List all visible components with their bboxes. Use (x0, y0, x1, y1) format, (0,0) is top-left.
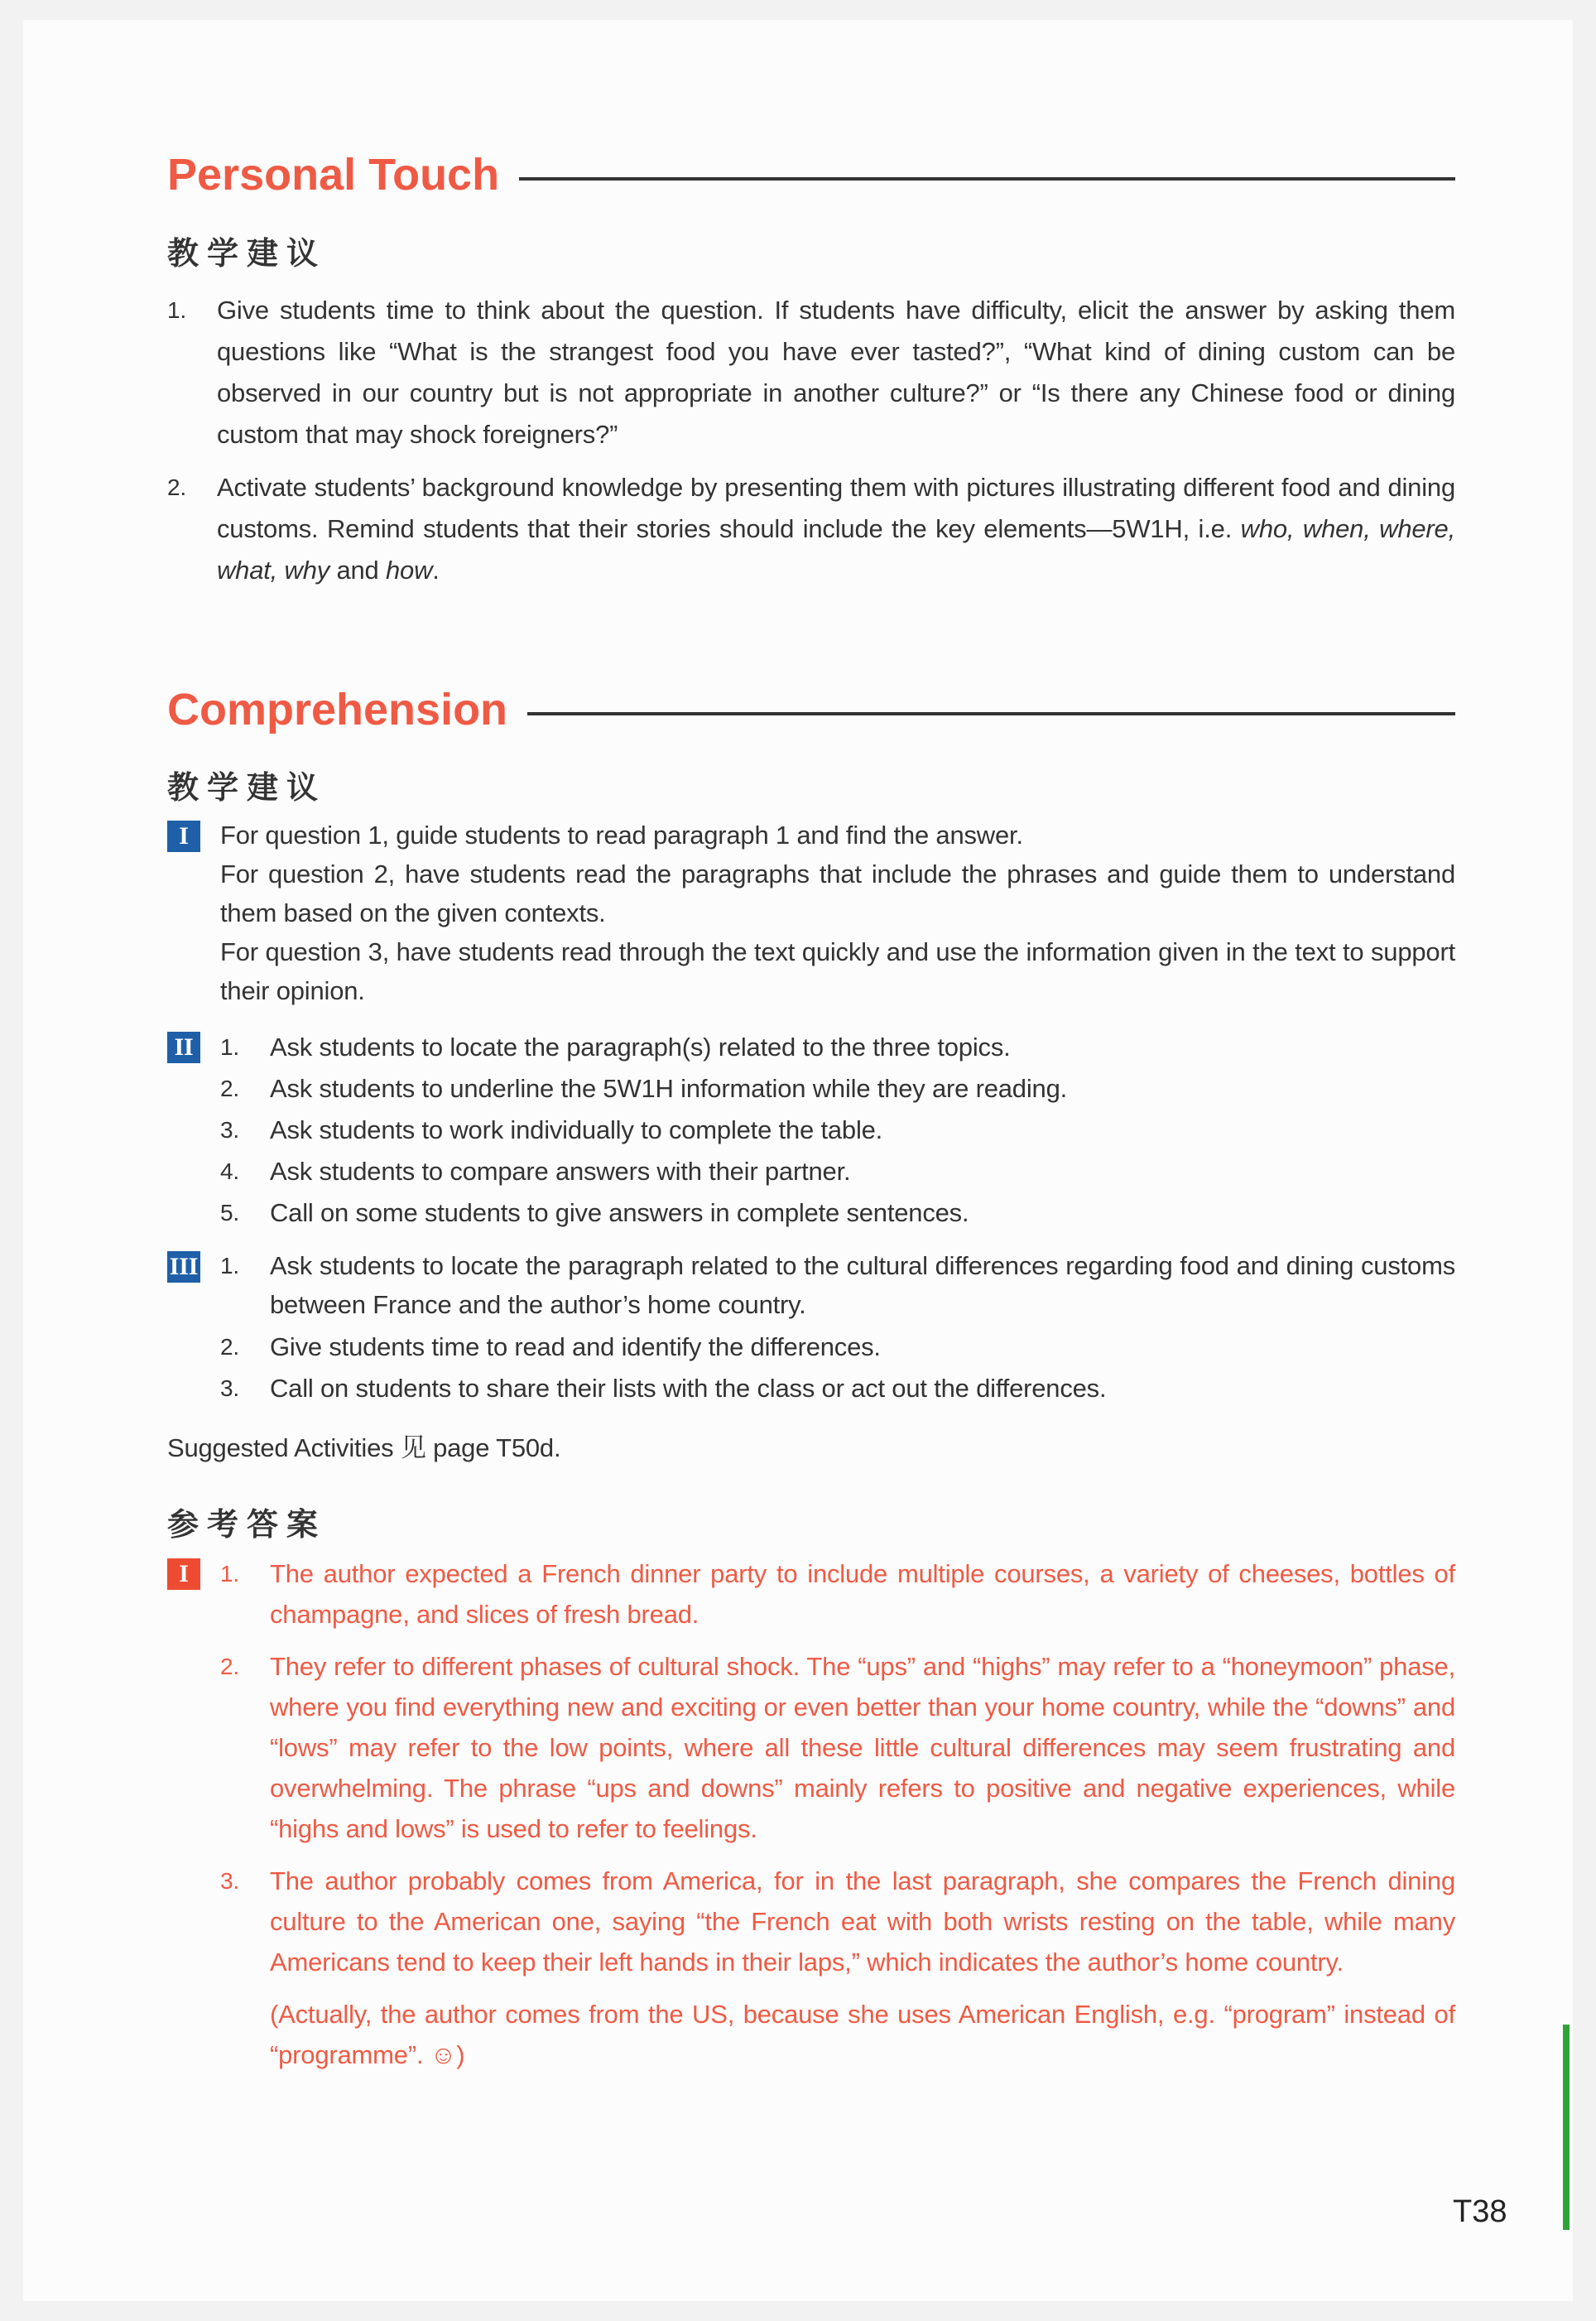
item-number: 1. (167, 297, 186, 323)
answer-item (220, 1646, 1455, 1849)
item-text: Ask students to locate the paragraph related to the cultural differences regarding food and dining customs between France and the author’s home country. (270, 1251, 1455, 1319)
section-title: Comprehension (167, 685, 508, 734)
answer-item (220, 1553, 1455, 1635)
heading-rule (527, 712, 1455, 715)
item-number: 2. (220, 1654, 239, 1679)
text-part: . (432, 556, 440, 585)
item-number: 3. (220, 1868, 239, 1894)
item-text: The author probably comes from America, for in the last paragraph, she compares the French dining culture to the American one, saying “the French eat with both wrists resting on the table, while many Americans tend to keep their left hands in their laps,” which indicates the author’s home country. (270, 1866, 1455, 1977)
item-text: Ask students to underline the 5W1H information while they are reading. (270, 1074, 1068, 1103)
item-text: Ask students to compare answers with their partner. (270, 1157, 851, 1186)
list-item (167, 290, 1455, 455)
section-i (167, 816, 1455, 1010)
roman-badge: II (167, 1032, 200, 1063)
item-text (217, 467, 1455, 591)
text-part: Activate students’ background knowledge by presenting them with pictures illustrating different food and dining customs. Remind students that their stories should include the key elements—5W1H, i.e. (217, 473, 1455, 543)
item-text: The author expected a French dinner party to include multiple courses, a variety of cheeses, bottles of champagne, and slices of fresh bread. (270, 1559, 1455, 1629)
list-item (220, 1246, 1455, 1324)
list-item (220, 1027, 1455, 1068)
item-number: 1. (220, 1034, 239, 1060)
list-item (220, 1110, 1455, 1151)
item-number: 3. (220, 1117, 239, 1143)
note-text: (Actually, the author comes from the US, because she uses American English, e.g. “program” instead of “programme”. ☺) (270, 2000, 1455, 2069)
reference-answers-heading: 参考答案 (167, 1508, 327, 1543)
item-number: 2. (167, 474, 186, 500)
personal-touch-heading (167, 149, 1455, 200)
text-part: and (329, 556, 386, 585)
section-title: Personal Touch (167, 150, 500, 200)
item-number: 2. (220, 1076, 239, 1101)
item-number: 1. (220, 1561, 239, 1587)
teaching-suggestions-heading: 教学建议 (167, 771, 327, 806)
item-number: 4. (220, 1158, 239, 1184)
list-item (220, 1327, 1455, 1368)
list-item (167, 467, 1455, 591)
item-number: 3. (220, 1375, 239, 1401)
answer-note (220, 1994, 1455, 2075)
answers-section-i (167, 1553, 1455, 2075)
heading-rule (519, 177, 1455, 181)
list-item (220, 1151, 1455, 1192)
item-text: Call on some students to give answers in complete sentences. (270, 1198, 969, 1227)
answer-item (220, 1861, 1455, 1982)
item-number: 2. (220, 1334, 239, 1360)
item-text: Give students time to think about the question. If students have difficulty, elicit the answer by asking them questions like “What is the strangest food you have ever tasted?”, “What kind of dining custom can be observed in our country but is not appropriate in another culture?” or “Is there any Chinese food or dining custom that may shock foreigners?” (217, 296, 1455, 449)
suggested-activities: Suggested Activities 见 page T50d. (167, 1433, 561, 1462)
list-item (220, 1068, 1455, 1110)
item-number: 1. (220, 1253, 239, 1278)
page-number: T38 (1453, 2194, 1507, 2229)
italic-text: who, when, where, what, why (217, 514, 1455, 585)
roman-badge: I (167, 1558, 200, 1590)
item-number: 5. (220, 1200, 239, 1226)
section-ii (167, 1027, 1455, 1234)
roman-badge: III (167, 1251, 200, 1283)
list-item (220, 1368, 1455, 1409)
roman-badge: I (167, 821, 200, 852)
item-text: Ask students to work individually to complete the table. (270, 1115, 883, 1144)
page-edge-marker (1563, 2025, 1570, 2230)
line: For question 2, have students read the paragraphs that include the phrases and guide them to understand them based on the given contexts. (220, 860, 1455, 927)
comprehension-heading (167, 684, 1455, 735)
list-item (220, 1192, 1455, 1234)
item-text: Ask students to locate the paragraph(s) related to the three topics. (270, 1033, 1011, 1062)
section-iii (167, 1246, 1455, 1409)
personal-touch-list (167, 290, 1455, 591)
line: For question 3, have students read through the text quickly and use the information given in the text to support their opinion. (220, 937, 1455, 1005)
item-text: They refer to different phases of cultural shock. The “ups” and “highs” may refer to a “honeymoon” phase, where you find everything new and exciting or even better than your home country, while the “downs” and “lows” may refer to the low points, where all these little cultural differences may seem frustrating and overwhelming. The phrase “ups and downs” mainly refers to positive and negative experiences, while “highs and lows” is used to refer to feelings. (270, 1652, 1455, 1843)
italic-text: how (386, 556, 433, 585)
teaching-suggestions-heading: 教学建议 (167, 237, 327, 272)
item-text: Call on students to share their lists with the class or act out the differences. (270, 1374, 1107, 1403)
line: For question 1, guide students to read paragraph 1 and find the answer. (220, 821, 1023, 850)
item-text: Give students time to read and identify the differences. (270, 1332, 881, 1361)
